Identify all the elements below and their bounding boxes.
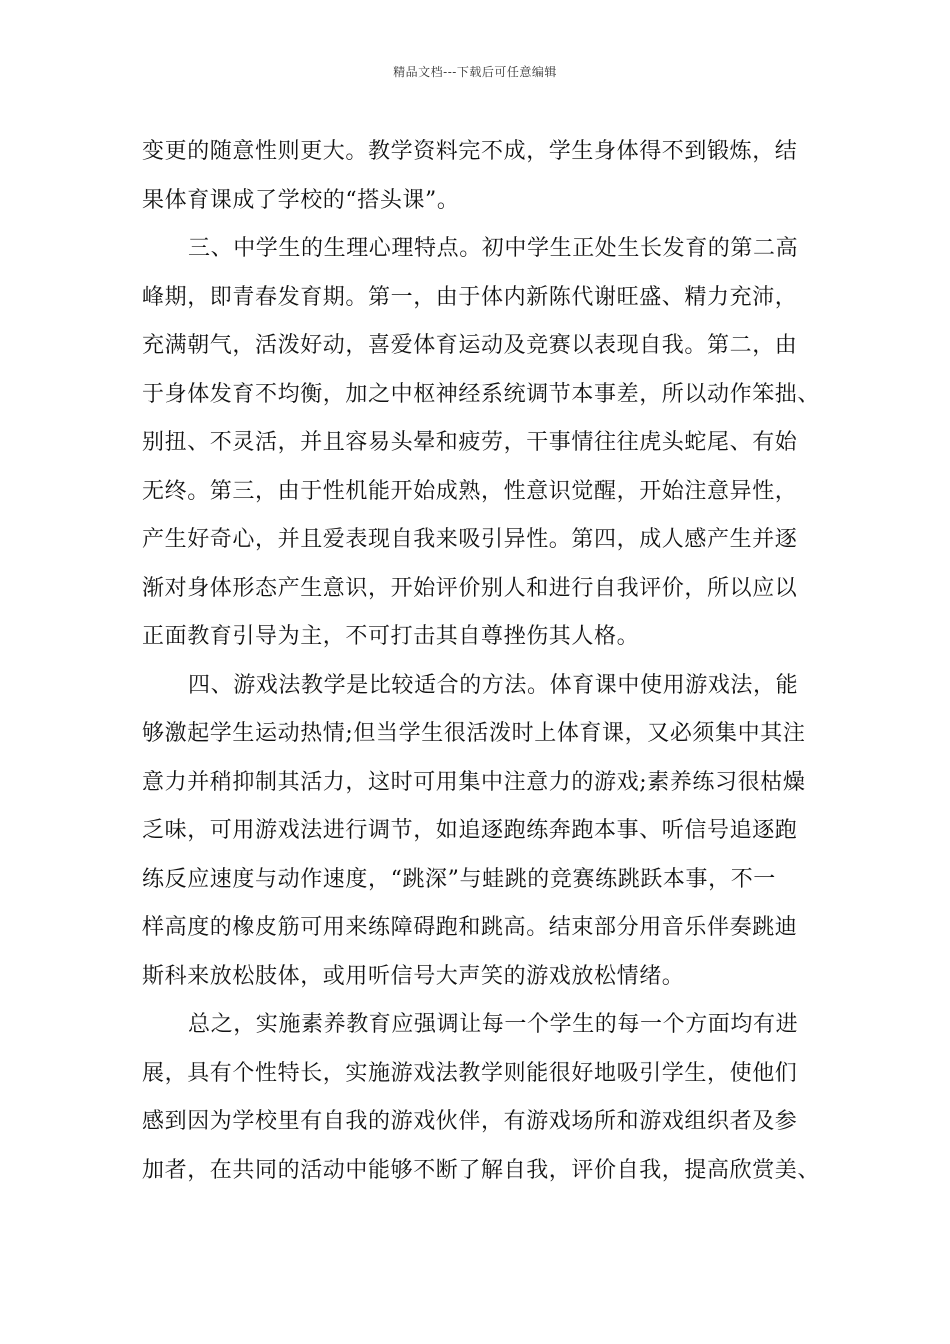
text-line: 于身体发育不均衡，加之中枢神经系统调节本事差，所以动作笨拙、 bbox=[142, 381, 821, 407]
text-line: 斯科来放松肢体，或用听信号大声笑的游戏放松情绪。 bbox=[142, 963, 685, 989]
text-line: 乏味，可用游戏法进行调节，如追逐跑练奔跑本事、听信号追逐跑 bbox=[142, 818, 798, 843]
text-line: 果体育课成了学校的“搭头课”。 bbox=[142, 187, 460, 213]
text-line: 四、游戏法教学是比较适合的方法。体育课中使用游戏法，能 bbox=[188, 672, 799, 698]
paragraph-section-three bbox=[142, 225, 822, 662]
paragraph-continuation bbox=[142, 128, 822, 225]
text-line: 别扭、不灵活，并且容易头晕和疲劳，干事情往往虎头蛇尾、有始 bbox=[142, 430, 798, 455]
text-line: 样高度的橡皮筋可用来练障碍跑和跳高。结束部分用音乐伴奏跳迪 bbox=[142, 915, 798, 940]
document-body bbox=[142, 128, 822, 1195]
page-header: 精品文档---下载后可任意编辑 bbox=[393, 65, 557, 79]
text-line: 充满朝气，活泼好动，喜爱体育运动及竞赛以表现自我。第二，由 bbox=[142, 333, 798, 358]
text-line: 展，具有个性特长，实施游戏法教学则能很好地吸引学生，使他们 bbox=[142, 1060, 798, 1086]
text-line: 练反应速度与动作速度，“跳深”与蛙跳的竞赛练跳跃本事，不一 bbox=[142, 866, 776, 892]
text-line: 峰期，即青春发育期。第一，由于体内新陈代谢旺盛、精力充沛， bbox=[142, 284, 798, 310]
text-line: 无终。第三，由于性机能开始成熟，性意识觉醒，开始注意异性， bbox=[142, 478, 798, 504]
paragraph-conclusion bbox=[142, 1001, 822, 1195]
paragraph-section-four bbox=[142, 662, 822, 1002]
text-line: 渐对身体形态产生意识，开始评价别人和进行自我评价，所以应以 bbox=[142, 575, 798, 601]
text-line: 加者，在共同的活动中能够不断了解自我，评价自我，提高欣赏美、 bbox=[142, 1157, 821, 1183]
text-line: 够激起学生运动热情;但当学生很活泼时上体育课，又必须集中其注 bbox=[142, 721, 806, 746]
text-line: 总之，实施素养教育应强调让每一个学生的每一个方面均有进 bbox=[188, 1012, 799, 1037]
text-line: 正面教育引导为主，不可打击其自尊挫伤其人格。 bbox=[142, 624, 640, 649]
text-line: 意力并稍抑制其活力，这时可用集中注意力的游戏;素养练习很枯燥 bbox=[142, 769, 806, 795]
text-line: 三、中学生的生理心理特点。初中学生正处生长发育的第二高 bbox=[188, 236, 799, 261]
text-line: 变更的随意性则更大。教学资料完不成，学生身体得不到锻炼，结 bbox=[142, 139, 798, 164]
text-line: 产生好奇心，并且爱表现自我来吸引异性。第四，成人感产生并逐 bbox=[142, 527, 798, 552]
text-line: 感到因为学校里有自我的游戏伙伴，有游戏场所和游戏组织者及参 bbox=[142, 1109, 798, 1134]
